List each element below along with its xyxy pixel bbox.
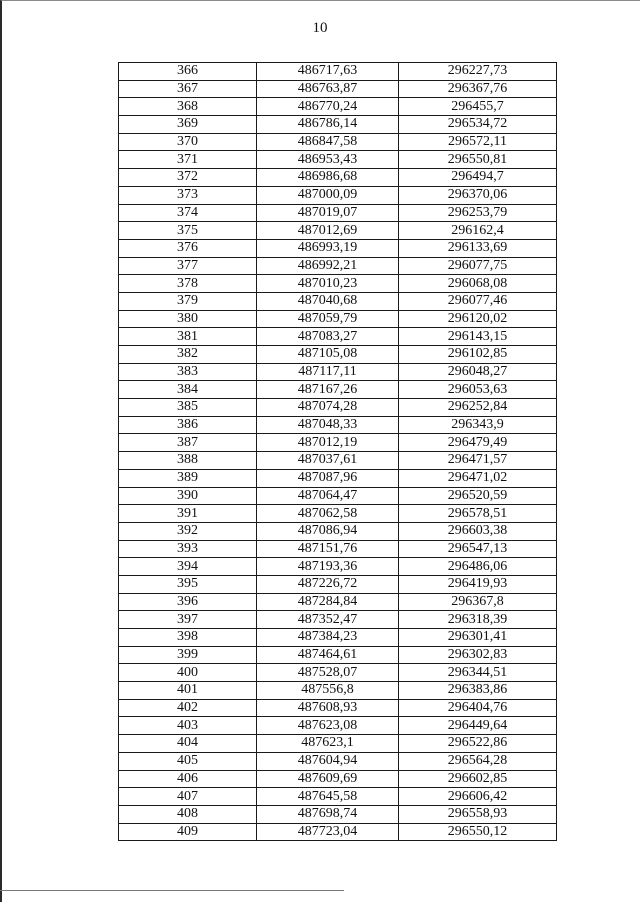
table-row	[119, 381, 557, 399]
x-coordinate-cell: 487048,33	[257, 416, 399, 434]
point-number-cell: 386	[119, 416, 257, 434]
table-row	[119, 823, 557, 841]
x-coordinate-cell: 487019,07	[257, 204, 399, 222]
point-number-cell: 378	[119, 275, 257, 293]
x-coordinate-cell: 486717,63	[257, 63, 399, 81]
x-coordinate-cell: 487167,26	[257, 381, 399, 399]
point-number-cell: 377	[119, 257, 257, 275]
y-coordinate-cell: 296077,75	[399, 257, 557, 275]
point-number-cell: 404	[119, 735, 257, 753]
x-coordinate-cell: 487528,07	[257, 664, 399, 682]
point-number-cell: 400	[119, 664, 257, 682]
point-number-cell: 406	[119, 770, 257, 788]
point-number-cell: 366	[119, 63, 257, 81]
table-row	[119, 257, 557, 275]
x-coordinate-cell: 487604,94	[257, 752, 399, 770]
point-number-cell: 387	[119, 434, 257, 452]
x-coordinate-cell: 487105,08	[257, 346, 399, 364]
x-coordinate-cell: 487645,58	[257, 788, 399, 806]
x-coordinate-cell: 487012,69	[257, 222, 399, 240]
y-coordinate-cell: 296344,51	[399, 664, 557, 682]
table-row	[119, 239, 557, 257]
x-coordinate-cell: 486993,19	[257, 239, 399, 257]
point-number-cell: 399	[119, 646, 257, 664]
y-coordinate-cell: 296550,12	[399, 823, 557, 841]
point-number-cell: 375	[119, 222, 257, 240]
table-row	[119, 328, 557, 346]
y-coordinate-cell: 296572,11	[399, 133, 557, 151]
x-coordinate-cell: 487608,93	[257, 699, 399, 717]
x-coordinate-cell: 487284,84	[257, 593, 399, 611]
x-coordinate-cell: 487074,28	[257, 399, 399, 417]
y-coordinate-cell: 296603,38	[399, 522, 557, 540]
x-coordinate-cell: 487040,68	[257, 292, 399, 310]
table-row	[119, 63, 557, 81]
y-coordinate-cell: 296367,8	[399, 593, 557, 611]
table-row	[119, 399, 557, 417]
y-coordinate-cell: 296143,15	[399, 328, 557, 346]
point-number-cell: 384	[119, 381, 257, 399]
table-row	[119, 98, 557, 116]
point-number-cell: 397	[119, 611, 257, 629]
y-coordinate-cell: 296564,28	[399, 752, 557, 770]
y-coordinate-cell: 296578,51	[399, 505, 557, 523]
point-number-cell: 402	[119, 699, 257, 717]
y-coordinate-cell: 296558,93	[399, 805, 557, 823]
point-number-cell: 405	[119, 752, 257, 770]
table-row	[119, 416, 557, 434]
y-coordinate-cell: 296494,7	[399, 169, 557, 187]
table-row	[119, 682, 557, 700]
y-coordinate-cell: 296534,72	[399, 116, 557, 134]
y-coordinate-cell: 296252,84	[399, 399, 557, 417]
table-row	[119, 770, 557, 788]
point-number-cell: 409	[119, 823, 257, 841]
coordinates-table	[118, 62, 557, 841]
table-row	[119, 452, 557, 470]
point-number-cell: 388	[119, 452, 257, 470]
table-row	[119, 735, 557, 753]
y-coordinate-cell: 296520,59	[399, 487, 557, 505]
table-row	[119, 275, 557, 293]
y-coordinate-cell: 296419,93	[399, 575, 557, 593]
point-number-cell: 383	[119, 363, 257, 381]
table-row	[119, 646, 557, 664]
table-row	[119, 346, 557, 364]
coordinates-table-body	[119, 63, 557, 841]
x-coordinate-cell: 487623,1	[257, 735, 399, 753]
x-coordinate-cell: 487556,8	[257, 682, 399, 700]
table-row	[119, 169, 557, 187]
point-number-cell: 380	[119, 310, 257, 328]
table-row	[119, 487, 557, 505]
point-number-cell: 367	[119, 80, 257, 98]
y-coordinate-cell: 296162,4	[399, 222, 557, 240]
y-coordinate-cell: 296370,06	[399, 186, 557, 204]
y-coordinate-cell: 296486,06	[399, 558, 557, 576]
table-row	[119, 222, 557, 240]
y-coordinate-cell: 296449,64	[399, 717, 557, 735]
x-coordinate-cell: 486986,68	[257, 169, 399, 187]
point-number-cell: 403	[119, 717, 257, 735]
x-coordinate-cell: 486992,21	[257, 257, 399, 275]
x-coordinate-cell: 486786,14	[257, 116, 399, 134]
point-number-cell: 396	[119, 593, 257, 611]
x-coordinate-cell: 487064,47	[257, 487, 399, 505]
x-coordinate-cell: 487623,08	[257, 717, 399, 735]
table-row	[119, 469, 557, 487]
table-row	[119, 434, 557, 452]
point-number-cell: 401	[119, 682, 257, 700]
y-coordinate-cell: 296053,63	[399, 381, 557, 399]
point-number-cell: 381	[119, 328, 257, 346]
table-row	[119, 204, 557, 222]
x-coordinate-cell: 486763,87	[257, 80, 399, 98]
x-coordinate-cell: 487010,23	[257, 275, 399, 293]
y-coordinate-cell: 296550,81	[399, 151, 557, 169]
y-coordinate-cell: 296471,02	[399, 469, 557, 487]
x-coordinate-cell: 487000,09	[257, 186, 399, 204]
table-row	[119, 664, 557, 682]
y-coordinate-cell: 296301,41	[399, 629, 557, 647]
table-row	[119, 186, 557, 204]
table-row	[119, 540, 557, 558]
x-coordinate-cell: 486847,58	[257, 133, 399, 151]
y-coordinate-cell: 296471,57	[399, 452, 557, 470]
y-coordinate-cell: 296318,39	[399, 611, 557, 629]
table-row	[119, 575, 557, 593]
y-coordinate-cell: 296133,69	[399, 239, 557, 257]
table-row	[119, 611, 557, 629]
x-coordinate-cell: 487086,94	[257, 522, 399, 540]
point-number-cell: 389	[119, 469, 257, 487]
point-number-cell: 390	[119, 487, 257, 505]
point-number-cell: 394	[119, 558, 257, 576]
x-coordinate-cell: 487037,61	[257, 452, 399, 470]
table-row	[119, 699, 557, 717]
table-row	[119, 629, 557, 647]
x-coordinate-cell: 487117,11	[257, 363, 399, 381]
table-row	[119, 133, 557, 151]
point-number-cell: 371	[119, 151, 257, 169]
point-number-cell: 385	[119, 399, 257, 417]
y-coordinate-cell: 296302,83	[399, 646, 557, 664]
table-row	[119, 522, 557, 540]
x-coordinate-cell: 487087,96	[257, 469, 399, 487]
y-coordinate-cell: 296343,9	[399, 416, 557, 434]
y-coordinate-cell: 296253,79	[399, 204, 557, 222]
y-coordinate-cell: 296455,7	[399, 98, 557, 116]
x-coordinate-cell: 487062,58	[257, 505, 399, 523]
y-coordinate-cell: 296048,27	[399, 363, 557, 381]
point-number-cell: 373	[119, 186, 257, 204]
point-number-cell: 398	[119, 629, 257, 647]
table-row	[119, 558, 557, 576]
y-coordinate-cell: 296120,02	[399, 310, 557, 328]
y-coordinate-cell: 296404,76	[399, 699, 557, 717]
point-number-cell: 374	[119, 204, 257, 222]
y-coordinate-cell: 296547,13	[399, 540, 557, 558]
point-number-cell: 391	[119, 505, 257, 523]
point-number-cell: 408	[119, 805, 257, 823]
table-row	[119, 363, 557, 381]
x-coordinate-cell: 487384,23	[257, 629, 399, 647]
y-coordinate-cell: 296479,49	[399, 434, 557, 452]
y-coordinate-cell: 296102,85	[399, 346, 557, 364]
x-coordinate-cell: 487352,47	[257, 611, 399, 629]
x-coordinate-cell: 487083,27	[257, 328, 399, 346]
point-number-cell: 392	[119, 522, 257, 540]
point-number-cell: 379	[119, 292, 257, 310]
point-number-cell: 368	[119, 98, 257, 116]
point-number-cell: 407	[119, 788, 257, 806]
table-row	[119, 151, 557, 169]
table-row	[119, 80, 557, 98]
x-coordinate-cell: 487723,04	[257, 823, 399, 841]
table-row	[119, 717, 557, 735]
point-number-cell: 393	[119, 540, 257, 558]
table-row	[119, 805, 557, 823]
y-coordinate-cell: 296522,86	[399, 735, 557, 753]
table-row	[119, 593, 557, 611]
page-number: 10	[312, 20, 328, 36]
y-coordinate-cell: 296227,73	[399, 63, 557, 81]
point-number-cell: 376	[119, 239, 257, 257]
x-coordinate-cell: 487226,72	[257, 575, 399, 593]
point-number-cell: 395	[119, 575, 257, 593]
table-row	[119, 505, 557, 523]
x-coordinate-cell: 487012,19	[257, 434, 399, 452]
x-coordinate-cell: 487698,74	[257, 805, 399, 823]
y-coordinate-cell: 296606,42	[399, 788, 557, 806]
x-coordinate-cell: 487151,76	[257, 540, 399, 558]
point-number-cell: 369	[119, 116, 257, 134]
x-coordinate-cell: 486953,43	[257, 151, 399, 169]
table-row	[119, 788, 557, 806]
table-row	[119, 752, 557, 770]
table-row	[119, 310, 557, 328]
point-number-cell: 382	[119, 346, 257, 364]
x-coordinate-cell: 486770,24	[257, 98, 399, 116]
x-coordinate-cell: 487193,36	[257, 558, 399, 576]
y-coordinate-cell: 296068,08	[399, 275, 557, 293]
y-coordinate-cell: 296367,76	[399, 80, 557, 98]
y-coordinate-cell: 296077,46	[399, 292, 557, 310]
x-coordinate-cell: 487609,69	[257, 770, 399, 788]
table-row	[119, 116, 557, 134]
y-coordinate-cell: 296602,85	[399, 770, 557, 788]
x-coordinate-cell: 487059,79	[257, 310, 399, 328]
point-number-cell: 370	[119, 133, 257, 151]
footer-rule	[0, 890, 344, 891]
point-number-cell: 372	[119, 169, 257, 187]
table-row	[119, 292, 557, 310]
x-coordinate-cell: 487464,61	[257, 646, 399, 664]
y-coordinate-cell: 296383,86	[399, 682, 557, 700]
